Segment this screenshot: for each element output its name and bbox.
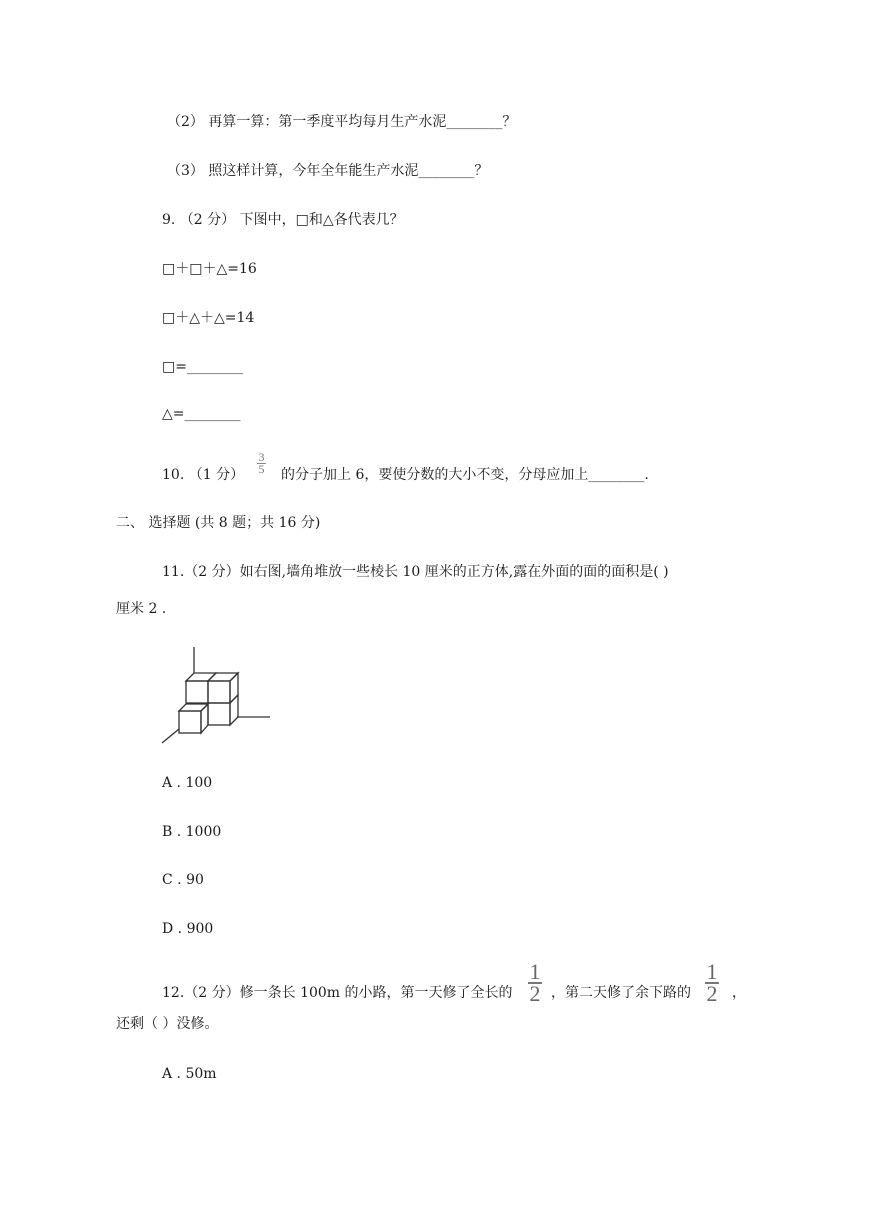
wall-edge-diagonal: [162, 729, 179, 743]
q10-fraction-denominator: 5: [258, 462, 265, 476]
q12-option-a[interactable]: A . 50m: [162, 1066, 217, 1082]
q8-part3: （3） 照这样计算，今年全年能生产水泥________？: [167, 163, 489, 179]
q11-line-2: 厘米 2 .: [116, 601, 167, 617]
q12-part-1: 12.（2 分）修一条长 100m 的小路，第一天修了全长的: [162, 985, 513, 1001]
q11-option-c[interactable]: C . 90: [162, 872, 204, 888]
stacked-cubes-figure: [160, 645, 272, 747]
q12-fraction-2-denominator: 2: [706, 981, 718, 1006]
q12-fraction-1-numerator: 1: [529, 959, 541, 984]
cube-front-face: [179, 711, 201, 733]
q12-part-3: ，: [732, 985, 746, 1001]
q10-fraction-numerator: 3: [258, 450, 265, 464]
q9-answer-triangle: △=________: [162, 406, 241, 422]
q12-fraction-1-denominator: 2: [529, 981, 541, 1006]
q12-fraction-2-numerator: 1: [706, 959, 718, 984]
cube-side-face: [201, 704, 208, 733]
q12-fraction-1: [528, 959, 542, 1006]
section-2-title: 二、 选择题 (共 8 题；共 16 分): [116, 515, 321, 531]
q11-option-d[interactable]: D . 900: [162, 921, 214, 937]
cube-front-face: [208, 703, 230, 725]
q9-answer-square: □=________: [162, 359, 243, 375]
q11-option-a[interactable]: A . 100: [162, 775, 213, 791]
q11-line-1: 11.（2 分）如右图,墙角堆放一些棱长 10 厘米的正方体,露在外面的面的面积是( ): [162, 564, 669, 580]
q9-equation-2: □＋△＋△=14: [162, 310, 255, 326]
q10-fraction: [257, 452, 266, 475]
cube-side-face: [230, 695, 238, 725]
q12-line-2: 还剩（ ）没修。: [116, 1016, 219, 1032]
q10-suffix: 的分子加上 6，要使分数的大小不变，分母应加上________.: [281, 467, 649, 483]
q8-part2: （2） 再算一算：第一季度平均每月生产水泥________？: [167, 114, 517, 130]
q11-option-b[interactable]: B . 1000: [162, 824, 222, 840]
q9-title: 9. （2 分） 下图中，□和△各代表几？: [162, 212, 404, 228]
q10-prefix: 10. （1 分）: [162, 467, 245, 483]
q9-equation-1: □＋□＋△=16: [162, 261, 257, 277]
q12-part-2: ，第二天修了余下路的: [551, 985, 691, 1001]
q12-fraction-2: [705, 959, 719, 1006]
cube-front-face: [186, 681, 208, 703]
cube-front-face: [208, 681, 230, 703]
